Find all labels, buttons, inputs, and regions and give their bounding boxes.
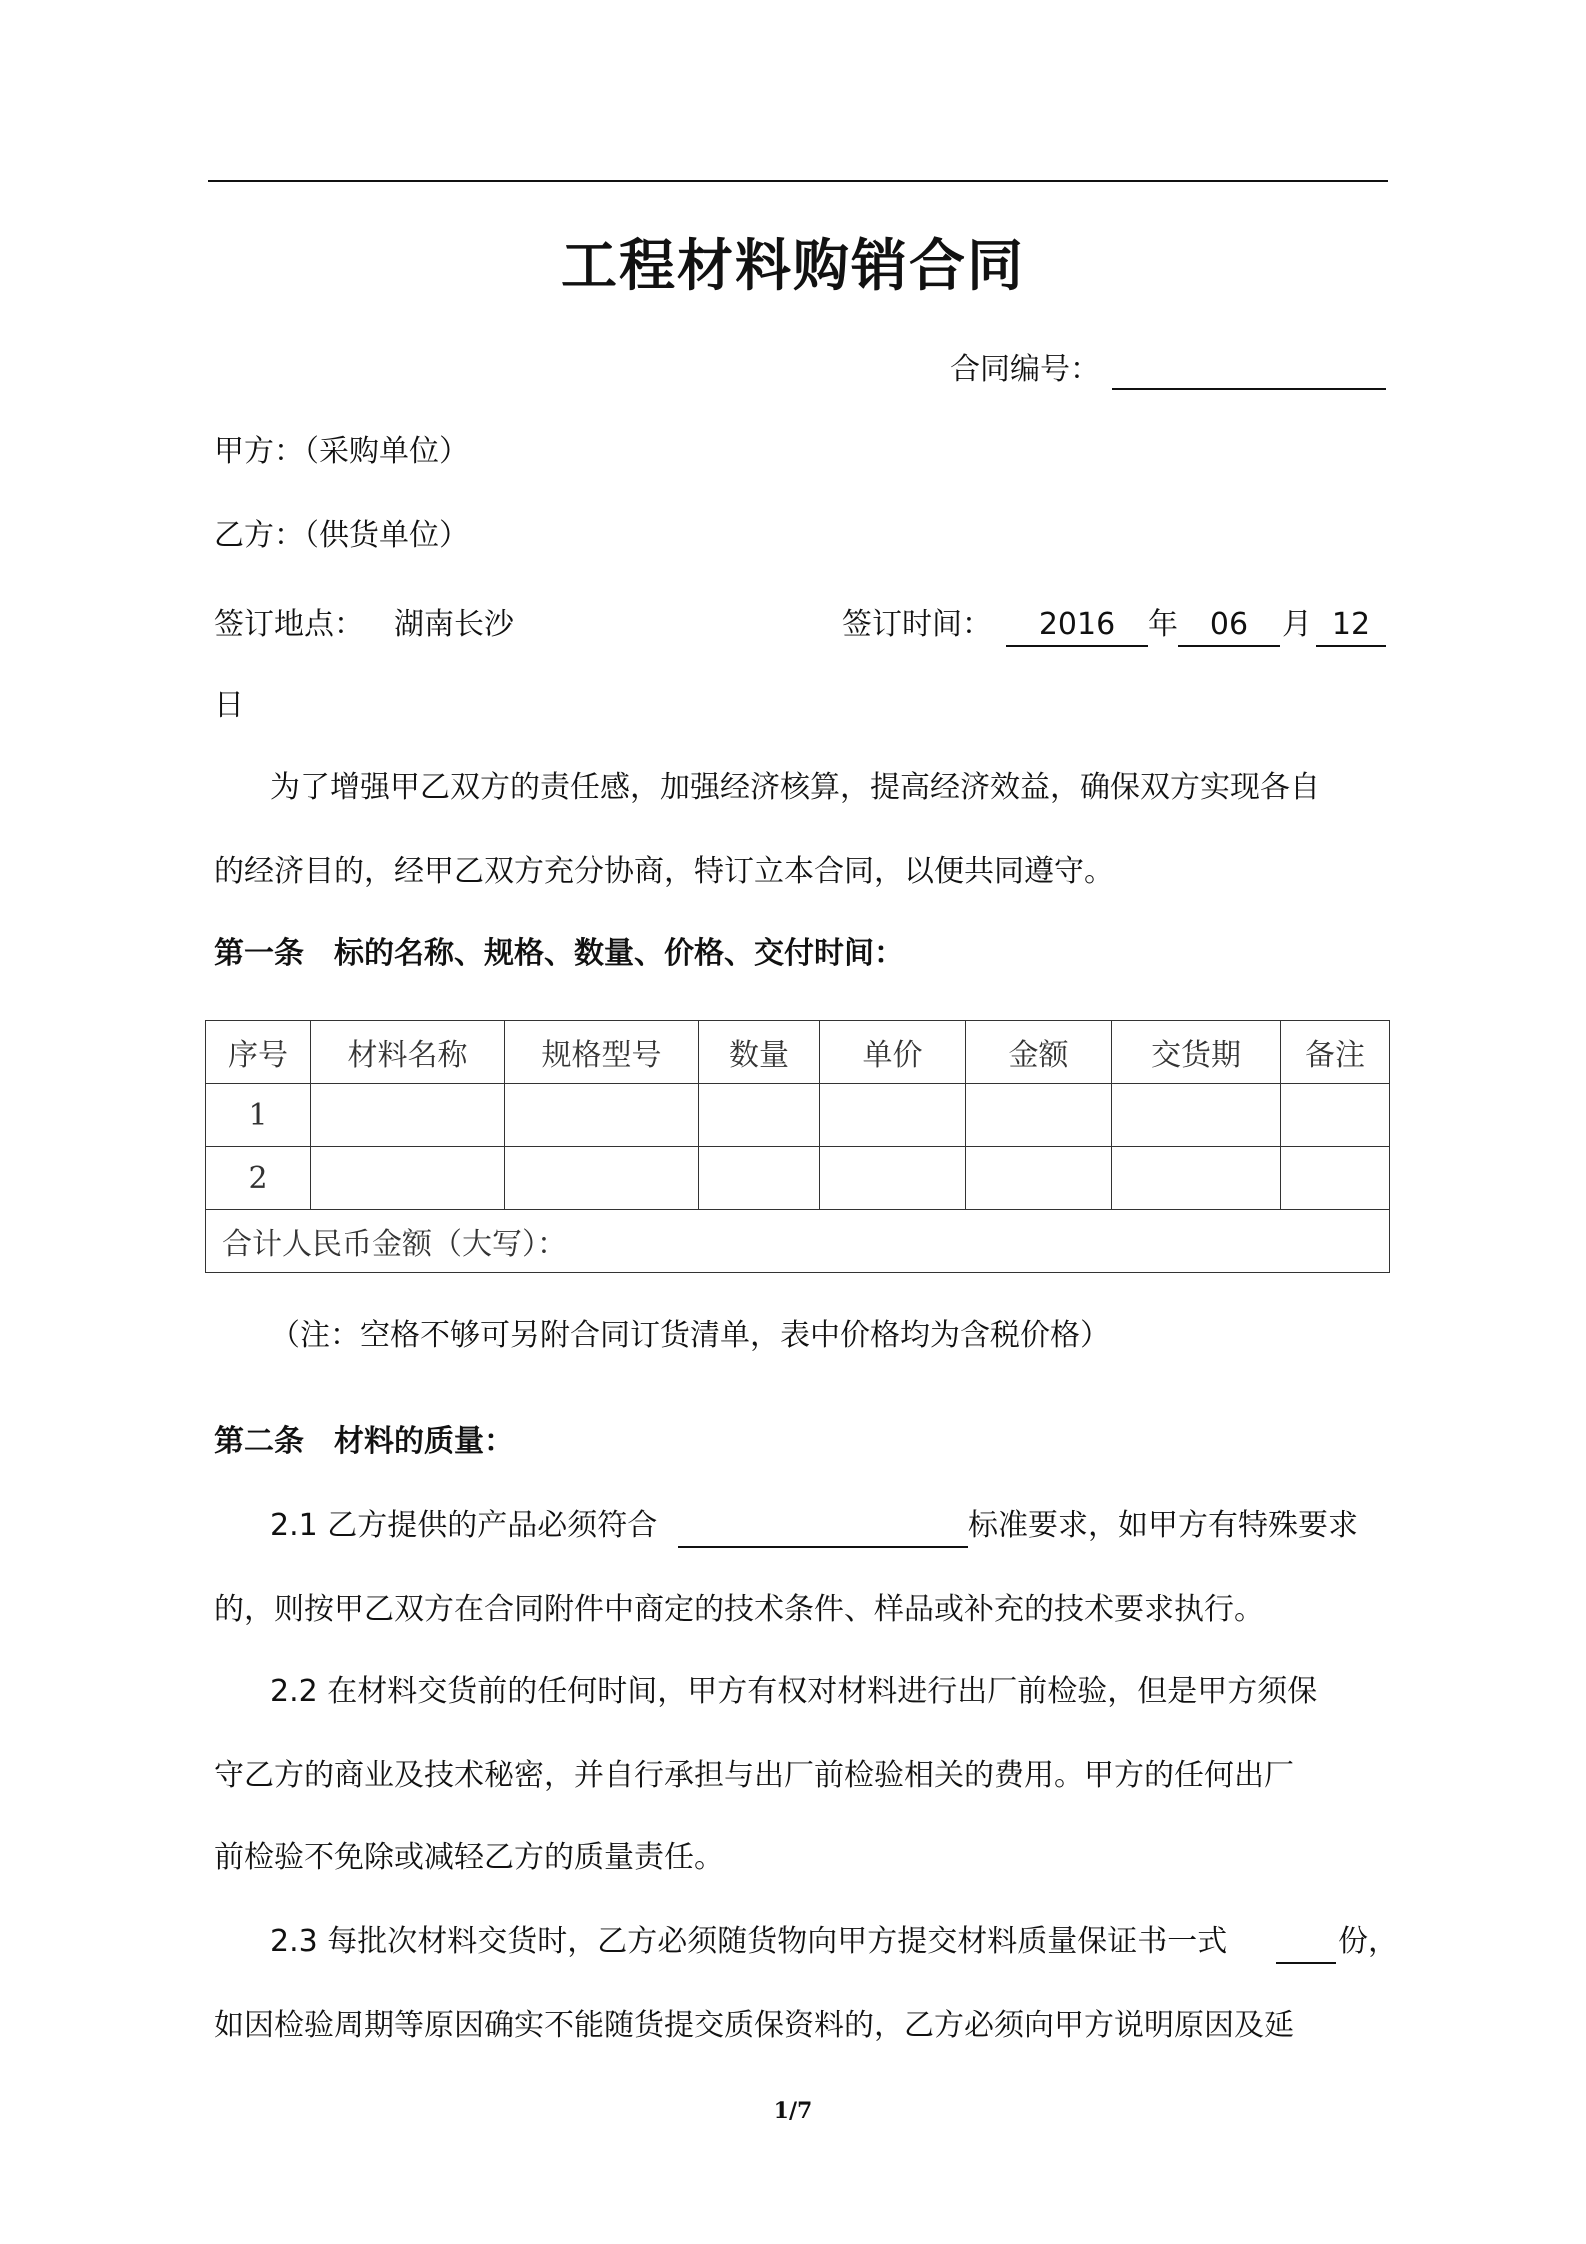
intro-line-1: 为了增强甲乙双方的责任感，加强经济核算，提高经济效益，确保双方实现各自 bbox=[270, 770, 1320, 805]
col-header-index: 序号 bbox=[206, 1021, 311, 1084]
table-cell[interactable] bbox=[1281, 1147, 1390, 1210]
col-header-spec: 规格型号 bbox=[505, 1021, 699, 1084]
col-header-remarks: 备注 bbox=[1281, 1021, 1390, 1084]
sign-date-day: 12 bbox=[1331, 607, 1371, 642]
table-cell[interactable] bbox=[1112, 1084, 1281, 1147]
sign-date-year: 2016 bbox=[1038, 607, 1116, 642]
clause-2-3-start: 2.3 每批次材料交货时，乙方必须随货物向甲方提交材料质量保证书一式 bbox=[270, 1924, 1228, 1959]
standard-field[interactable] bbox=[678, 1546, 968, 1548]
article-2-heading: 第二条 材料的质量： bbox=[214, 1424, 514, 1459]
sign-date-month: 06 bbox=[1209, 607, 1249, 642]
page-title: 工程材料购销合同 bbox=[561, 234, 1025, 299]
clause-2-1-line-2: 的，则按甲乙双方在合同附件中商定的技术条件、样品或补充的技术要求执行。 bbox=[214, 1592, 1264, 1627]
party-a-label: 甲方：（采购单位） bbox=[214, 434, 469, 469]
table-note: （注：空格不够可另附合同订货清单，表中价格均为含税价格） bbox=[270, 1318, 1110, 1353]
clause-2-2-line-1: 2.2 在材料交货前的任何时间，甲方有权对材料进行出厂前检验，但是甲方须保 bbox=[270, 1674, 1318, 1709]
clause-2-3-end: 份， bbox=[1338, 1924, 1398, 1959]
table-cell[interactable] bbox=[311, 1147, 505, 1210]
col-header-amount: 金额 bbox=[966, 1021, 1112, 1084]
clause-2-1-start: 2.1 乙方提供的产品必须符合 bbox=[270, 1508, 658, 1543]
sign-date-label: 签订时间： bbox=[842, 607, 992, 642]
table-cell[interactable] bbox=[311, 1084, 505, 1147]
clause-2-3-line-2: 如因检验周期等原因确实不能随货提交质保资料的，乙方必须向甲方说明原因及延 bbox=[214, 2008, 1294, 2043]
header-rule bbox=[208, 180, 1388, 182]
clause-2-2-line-2: 守乙方的商业及技术秘密，并自行承担与出厂前检验相关的费用。甲方的任何出厂 bbox=[214, 1758, 1294, 1793]
table-cell[interactable] bbox=[820, 1084, 966, 1147]
col-header-material: 材料名称 bbox=[311, 1021, 505, 1084]
table-header-row bbox=[206, 1021, 1390, 1084]
table-cell[interactable] bbox=[505, 1084, 699, 1147]
sign-place-value: 湖南长沙 bbox=[394, 607, 514, 642]
day-underline bbox=[1316, 645, 1386, 647]
table-cell[interactable] bbox=[820, 1147, 966, 1210]
page-number: 1/7 bbox=[773, 2098, 813, 2124]
materials-table bbox=[205, 1020, 1390, 1273]
table-row bbox=[206, 1147, 1390, 1210]
table-cell: 1 bbox=[206, 1084, 311, 1147]
sign-place-label: 签订地点： bbox=[214, 607, 364, 642]
day-unit: 日 bbox=[214, 688, 244, 723]
article-1-heading: 第一条 标的名称、规格、数量、价格、交付时间： bbox=[214, 936, 904, 971]
table-cell[interactable] bbox=[1281, 1084, 1390, 1147]
year-unit: 年 bbox=[1148, 607, 1178, 642]
table-cell[interactable] bbox=[699, 1147, 820, 1210]
table-row bbox=[206, 1084, 1390, 1147]
year-underline bbox=[1006, 645, 1148, 647]
clause-2-2-line-3: 前检验不免除或减轻乙方的质量责任。 bbox=[214, 1840, 724, 1875]
contract-no-label: 合同编号： bbox=[950, 352, 1100, 387]
contract-no-field[interactable] bbox=[1112, 388, 1386, 390]
clause-2-1-end: 标准要求，如甲方有特殊要求 bbox=[968, 1508, 1358, 1543]
intro-line-2: 的经济目的，经甲乙双方充分协商，特订立本合同，以便共同遵守。 bbox=[214, 854, 1114, 889]
col-header-unit-price: 单价 bbox=[820, 1021, 966, 1084]
copies-field[interactable] bbox=[1276, 1962, 1336, 1964]
month-underline bbox=[1178, 645, 1280, 647]
table-cell[interactable] bbox=[505, 1147, 699, 1210]
col-header-delivery: 交货期 bbox=[1112, 1021, 1281, 1084]
table-cell[interactable] bbox=[699, 1084, 820, 1147]
table-cell: 2 bbox=[206, 1147, 311, 1210]
party-b-label: 乙方：（供货单位） bbox=[214, 518, 469, 553]
table-cell[interactable] bbox=[1112, 1147, 1281, 1210]
month-unit: 月 bbox=[1282, 607, 1312, 642]
table-cell[interactable] bbox=[966, 1084, 1112, 1147]
total-amount-label: 合计人民币金额（大写）： bbox=[206, 1210, 1390, 1273]
table-total-row bbox=[206, 1210, 1390, 1273]
table-cell[interactable] bbox=[966, 1147, 1112, 1210]
col-header-quantity: 数量 bbox=[699, 1021, 820, 1084]
